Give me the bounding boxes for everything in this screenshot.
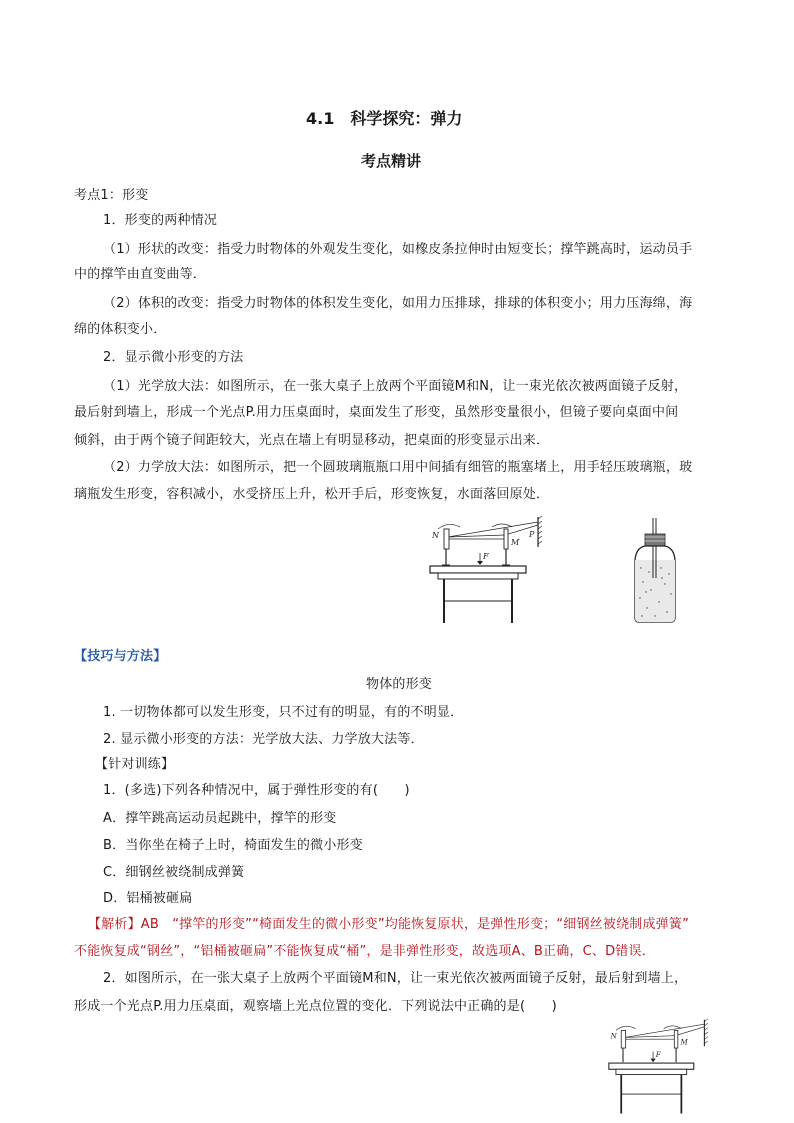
paragraph-line: （2）力学放大法：如图所示，把一个圆玻璃瓶瓶口用中间插有细管的瓶塞堵上，用手轻压玻璃瓶，玻 — [103, 460, 693, 475]
paragraph-line: 中的撑竿由直变曲等． — [74, 267, 207, 282]
paragraph-line: 最后射到墙上，形成一个光点P.用力压桌面时，桌面发生了形变，虽然形变量很小，但镜子要向桌面中间 — [74, 405, 679, 420]
glass-bottle-figure — [632, 518, 678, 624]
tips-heading: 【技巧与方法】 — [74, 649, 167, 664]
paragraph-line: 绵的体积变小． — [74, 322, 167, 337]
mirror-m-label: M — [511, 538, 520, 547]
key-point-heading: 考点1：形变 — [74, 188, 149, 203]
tip-item: 2. 显示微小形变的方法：光学放大法、力学放大法等． — [103, 732, 424, 747]
optical-magnification-figure — [420, 515, 550, 627]
question-2-stem: 2．如图所示，在一张大桌子上放两个平面镜M和N，让一束光依次被两面镜子反射，最后射到墙上， — [103, 971, 688, 986]
tips-center-title: 物体的形变 — [366, 677, 433, 692]
question-2-stem: 形成一个光点P.用力压桌面，观察墙上光点位置的变化．下列说法中正确的是( ) — [74, 999, 557, 1014]
question-1-option-d: D．铝桶被砸扁 — [103, 891, 193, 906]
question-1-answer: 不能恢复成“钢丝”，“铝桶被砸扁”不能恢复成“桶”，是非弹性形变，故选项A、B正确，C、D错误． — [74, 944, 655, 959]
paragraph-line: （1）光学放大法：如图所示，在一张大桌子上放两个平面镜M和N，让一束光依次被两面镜子反射， — [103, 379, 688, 394]
tip-item: 1. 一切物体都可以发生形变，只不过有的明显，有的不明显． — [103, 705, 464, 720]
mirror-n-label: N — [432, 531, 439, 540]
paragraph-line: 倾斜，由于两个镜子间距较大，光点在墙上有明显移动，把桌面的形变显示出来． — [74, 433, 550, 448]
paragraph-line: 璃瓶发生形变，容积减小，水受挤压上升，松开手后，形变恢复，水面落回原处． — [74, 487, 550, 502]
section-subtitle: 考点精讲 — [361, 152, 422, 170]
question-1-answer: 【解析】AB “撑竿的形变”“椅面发生的微小形变”均能恢复原状，是弹性形变；“细钢丝被绕制成弹簧” — [88, 917, 690, 932]
question-2-figure — [600, 1015, 715, 1120]
force-f-label: F — [483, 552, 489, 561]
question-1-option-a: A．撑竿跳高运动员起跳中，撑竿的形变 — [103, 811, 337, 826]
paragraph-line: （1）形状的改变：指受力时物体的外观发生变化，如橡皮条拉伸时由短变长；撑竿跳高时，运动员手 — [103, 242, 693, 257]
subsection-heading-2: 2．显示微小形变的方法 — [103, 350, 244, 365]
subsection-heading-1: 1．形变的两种情况 — [103, 213, 218, 228]
page-title: 4.1 科学探究：弹力 — [306, 109, 463, 128]
question-1-stem: 1．(多选)下列各种情况中，属于弹性形变的有( ) — [103, 783, 410, 798]
mirror-m-label: M — [680, 1037, 688, 1047]
paragraph-line: （2）体积的改变：指受力时物体的体积发生变化，如用力压排球，排球的体积变小；用力压海绵，海 — [103, 296, 693, 311]
mirror-n-label: N — [610, 1031, 617, 1041]
light-spot-p-label: P — [529, 530, 535, 539]
training-heading: 【针对训练】 — [95, 757, 175, 772]
question-1-option-c: C．细钢丝被绕制成弹簧 — [103, 865, 245, 880]
question-1-option-b: B．当你坐在椅子上时，椅面发生的微小形变 — [103, 838, 363, 853]
force-f-label: F — [655, 1049, 661, 1059]
